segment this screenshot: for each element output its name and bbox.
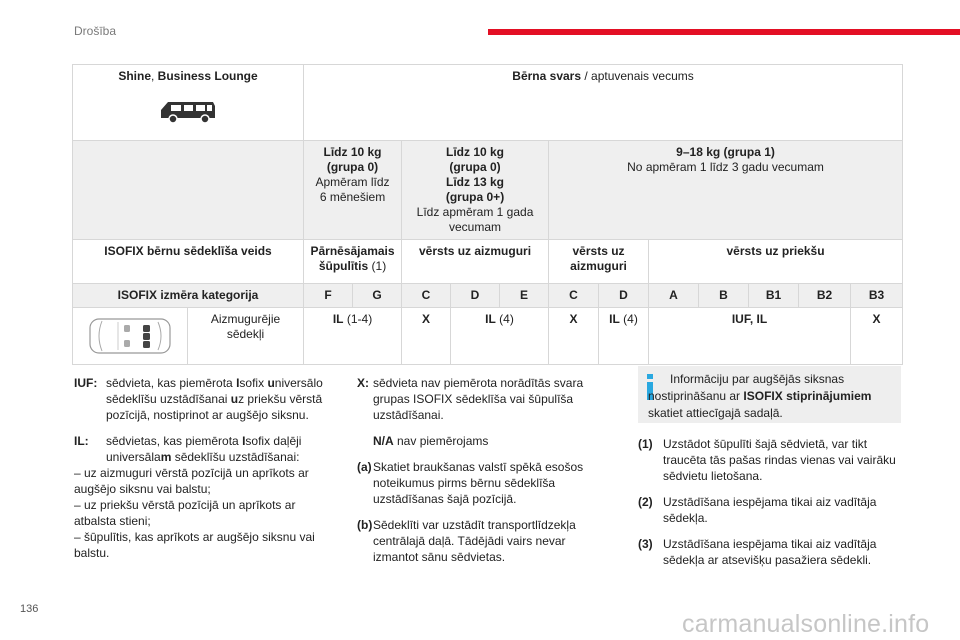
carrycot-cell: Pārnēsājamais šūpulītis (1) [304,240,402,284]
table-row [73,308,903,365]
rear-seats-label: Aizmugurējie sēdekļi [188,308,304,365]
value-cell: IL (1-4) [304,308,402,365]
size-cell: G [353,284,402,308]
table-row [73,141,903,240]
table-row [73,65,903,141]
header-model-cell: Shine, Business Lounge [73,65,304,141]
size-cell: B3 [851,284,903,308]
note-il: IL: sēdvietas, kas piemērota Isofix daļēji universālam sēdeklīšu uzstādīšanai: – uz aizmuguri vērstā pozīcijā un aprīkots ar augšējo siksnu vai balstu; – uz priekšu vērstā pozīcijā un aprīkots ar atbalsta stieni; – šūpulītis, kas aprīkots ar augšējo siksnu vai balstu. [74,434,315,560]
size-cell: E [500,284,549,308]
watermark: carmanualsonline.info [682,610,930,638]
group0-cell: Līdz 10 kg (grupa 0) Apmēram līdz 6 mēnešiem [304,141,402,240]
note-iuf: IUF: sēdvieta, kas piemērota Isofix universālo sēdeklīšu uzstādīšanai uz priekšu vērstā pozīcijā, nostiprinot ar augšējo siksnu. [74,376,323,422]
page-number: 136 [20,603,39,615]
empty-cell [73,141,304,240]
note-3: (3) Uzstādīšana iespējama tikai aiz vadītāja sēdekļa ar atsevišķu pasažiera sēdekli. [638,537,877,567]
isofix-table [72,64,903,365]
table-row [73,240,903,284]
value-cell: IL (4) [599,308,649,365]
rear-facing-cell: vērsts uz aizmuguri [402,240,549,284]
rear-seat-diagram-cell [73,308,188,365]
section-title: Drošība [74,24,117,38]
forward-facing-cell: vērsts uz priekšu [649,240,903,284]
size-cell: C [549,284,599,308]
size-cell: C [402,284,451,308]
note-b: (b) Sēdeklīti var uzstādīt transportlīdzekļa centrālajā daļā. Tādējādi vairs nevar izmantot sānu sēdvietas. [357,518,576,564]
notes-column-2 [357,375,602,575]
size-cell: B [699,284,749,308]
seat-type-label: ISOFIX bērnu sēdeklīša veids [73,240,304,284]
value-cell: X [851,308,903,365]
note-na: N/A nav piemērojams [373,434,489,448]
value-cell: X [402,308,451,365]
info-text: Informāciju par augšējās siksnas nostiprināšanu ar ISOFIX stiprinājumiem skatiet attiecīgajā sadaļā. [648,372,872,420]
size-cell: A [649,284,699,308]
header-weight-cell: Bērna svars / aptuvenais vecums [304,65,903,141]
size-cell: B2 [799,284,851,308]
value-cell: IL (4) [451,308,549,365]
size-cell: B1 [749,284,799,308]
note-x: X: sēdvieta nav piemērota norādītās svara grupas ISOFIX sēdeklīša vai šūpulīša uzstādīšanai. [357,376,584,422]
accent-bar [488,29,960,35]
size-cell: D [599,284,649,308]
notes-column-1 [74,375,336,571]
van-icon [159,98,217,124]
value-cell: X [549,308,599,365]
rear-facing-cell-b: vērsts uz aizmuguri [549,240,649,284]
size-cell: D [451,284,500,308]
info-box [638,366,901,423]
table-row [73,284,903,308]
note-1: (1) Uzstādot šūpulīti šajā sēdvietā, var tikt traucēta tās pašas rindas vienas vai vairāku sēdvietu lietošana. [638,437,896,483]
note-2: (2) Uzstādīšana iespējama tikai aiz vadītāja sēdekļa. [638,495,877,525]
rear-seats-diagram-icon [88,316,172,356]
notes-column-3 [638,436,900,578]
group0plus-cell: Līdz 10 kg (grupa 0) Līdz 13 kg (grupa 0+) Līdz apmēram 1 gada vecumam [402,141,549,240]
value-cell: IUF, IL [649,308,851,365]
group1-cell: 9–18 kg (grupa 1) No apmēram 1 līdz 3 gadu vecumam [549,141,903,240]
size-label: ISOFIX izmēra kategorija [73,284,304,308]
note-a: (a) Skatiet braukšanas valstī spēkā esošos noteikumus pirms bērnu sēdeklīša uzstādīšanas šajā pozīcijā. [357,460,584,506]
size-cell: F [304,284,353,308]
